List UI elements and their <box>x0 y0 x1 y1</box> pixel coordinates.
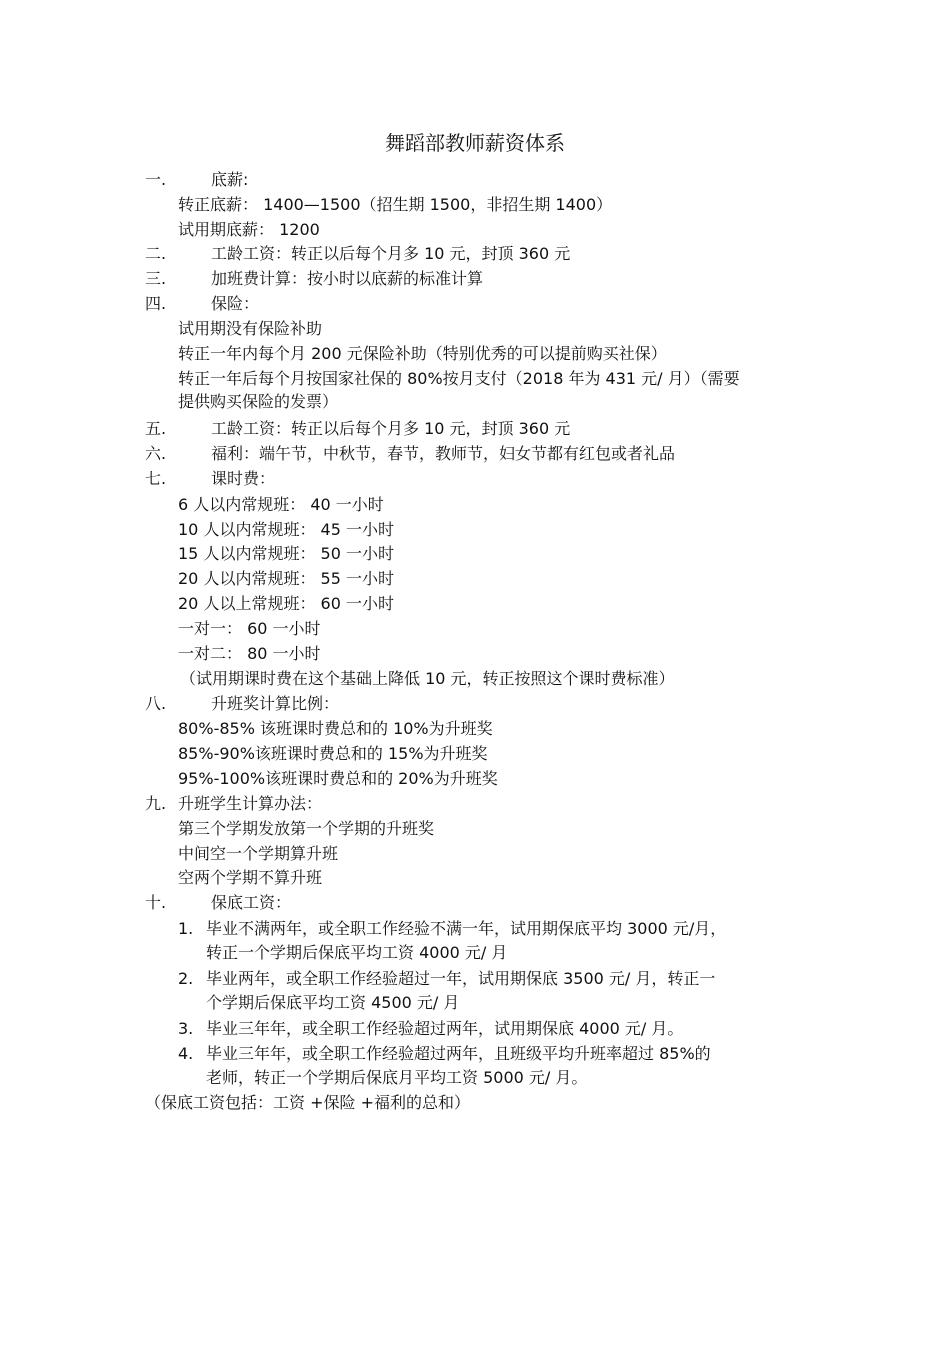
section-number: 五. <box>145 419 167 438</box>
text-line: 80%-85% 该班课时费总和的 10%为升班奖 <box>178 719 493 738</box>
list-item-line: 毕业三年年，或全职工作经验超过两年，且班级平均升班率超过 85%的 <box>206 1044 711 1063</box>
text-line: 95%-100%该班课时费总和的 20%为升班奖 <box>178 769 498 788</box>
section-heading: 工龄工资：转正以后每个月多 10 元，封顶 360 元 <box>211 244 571 263</box>
list-item-line: 毕业两年，或全职工作经验超过一年，试用期保底 3500 元/ 月，转正一 <box>206 969 716 988</box>
section-number: 八. <box>145 694 167 713</box>
text-line: 20 人以内常规班： 55 一小时 <box>178 569 394 588</box>
text-line: 15 人以内常规班： 50 一小时 <box>178 544 394 563</box>
section-heading: 加班费计算：按小时以底薪的标准计算 <box>211 269 484 288</box>
section-heading: 升班学生计算办法： <box>178 794 323 813</box>
list-item-line: 转正一个学期后保底平均工资 4000 元/ 月 <box>206 943 508 962</box>
section-heading: 工龄工资：转正以后每个月多 10 元，封顶 360 元 <box>211 419 571 438</box>
text-line: 一对一： 60 一小时 <box>178 619 321 638</box>
section-number: 一. <box>145 170 167 189</box>
list-item-line: 个学期后保底平均工资 4500 元/ 月 <box>206 993 460 1012</box>
text-line: 转正一年内每个月 200 元保险补助（特别优秀的可以提前购买社保） <box>178 344 667 363</box>
text-line: 6 人以内常规班： 40 一小时 <box>178 495 384 514</box>
section-number: 六. <box>145 444 167 463</box>
section-heading: 福利：端午节，中秋节，春节，教师节，妇女节都有红包或者礼品 <box>211 444 676 463</box>
list-number: 1. <box>178 919 194 938</box>
list-number: 2. <box>178 969 194 988</box>
section-heading: 底薪: <box>211 170 249 189</box>
text-line: 10 人以内常规班： 45 一小时 <box>178 520 394 539</box>
list-number: 3. <box>178 1019 194 1038</box>
section-number: 二. <box>145 244 167 263</box>
text-line: 85%-90%该班课时费总和的 15%为升班奖 <box>178 744 488 763</box>
list-item-line: 毕业三年年，或全职工作经验超过两年，试用期保底 4000 元/ 月。 <box>206 1019 684 1038</box>
text-line: 中间空一个学期算升班 <box>178 844 339 863</box>
section-number: 九. <box>145 794 167 813</box>
text-line: 一对二： 80 一小时 <box>178 644 321 663</box>
text-line: 试用期底薪： 1200 <box>178 220 320 239</box>
list-number: 4. <box>178 1044 194 1063</box>
footer-note: （保底工资包括：工资 +保险 +福利的总和） <box>145 1093 470 1112</box>
section-number: 三. <box>145 269 167 288</box>
text-line: 转正一年后每个月按国家社保的 80%按月支付（2018 年为 431 元/ 月）（需要 <box>178 369 740 388</box>
section-heading: 课时费： <box>211 469 276 488</box>
section-number: 十. <box>145 893 167 912</box>
section-heading: 保险： <box>211 294 260 313</box>
section-number: 七. <box>145 469 167 488</box>
text-line: 20 人以上常规班： 60 一小时 <box>178 594 394 613</box>
text-line: （试用期课时费在这个基础上降低 10 元，转正按照这个课时费标准） <box>180 669 675 688</box>
section-number: 四. <box>145 294 167 313</box>
text-line: 空两个学期不算升班 <box>178 868 323 887</box>
list-item-line: 毕业不满两年，或全职工作经验不满一年，试用期保底平均 3000 元/月， <box>206 919 727 938</box>
section-heading: 保底工资： <box>211 893 292 912</box>
text-line: 第三个学期发放第一个学期的升班奖 <box>178 819 435 838</box>
list-item-line: 老师，转正一个学期后保底月平均工资 5000 元/ 月。 <box>206 1068 588 1087</box>
text-line: 转正底薪： 1400—1500（招生期 1500，非招生期 1400） <box>178 195 613 214</box>
page-title: 舞蹈部教师薪资体系 <box>385 131 565 155</box>
section-heading: 升班奖计算比例： <box>211 694 340 713</box>
text-line: 试用期没有保险补助 <box>178 319 323 338</box>
text-line: 提供购买保险的发票） <box>178 392 339 411</box>
